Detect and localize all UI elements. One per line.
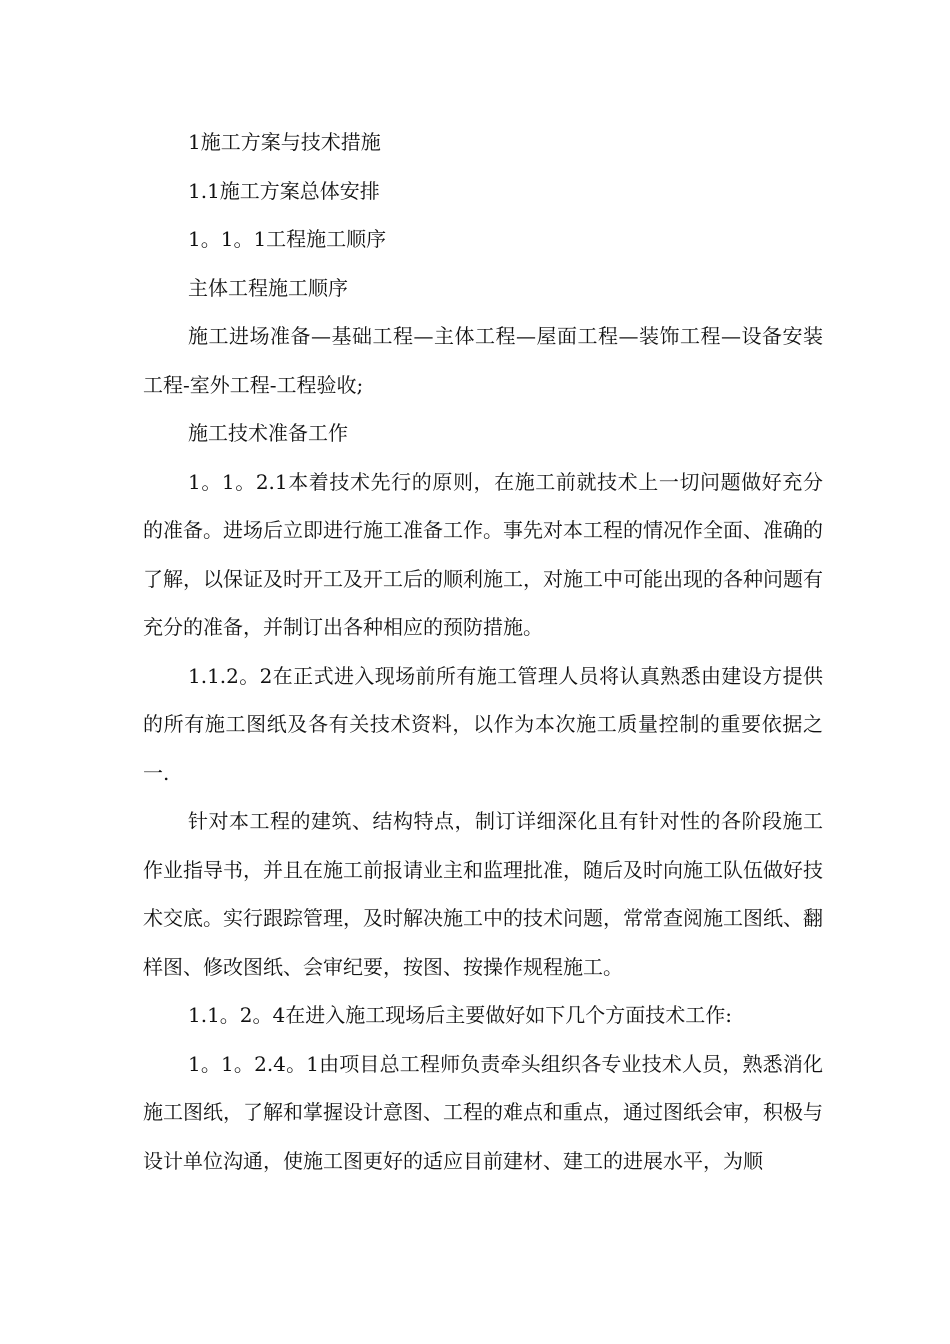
section-heading-1-1-1: 1。1。1工程施工顺序: [188, 227, 387, 251]
section-heading-1-1: 1.1施工方案总体安排: [188, 178, 380, 203]
section-heading-1: 1施工方案与技术措施: [188, 130, 381, 154]
paragraph-1-1-2-4-1: 1。1。2.4。1由项目总工程师负责牵头组织各专业技术人员，熟悉消化施工图纸，了解和掌握设计意图、工程的难点和重点，通过图纸会审，积极与设计单位沟通，使施工图更好的适应目前建材、建工的进展水平，为顺: [143, 1051, 823, 1173]
document-body: [143, 118, 823, 1185]
paragraph-guidance-books: 针对本工程的建筑、结构特点，制订详细深化且有针对性的各阶段施工作业指导书，并且在施工前报请业主和监理批准，随后及时向施工队伍做好技术交底。实行跟踪管理，及时解决施工中的技术问题，常常查阅施工图纸、翻样图、修改图纸、会审纪要，按图、按操作规程施工。: [143, 809, 823, 979]
paragraph-1-1-2-2: 1.1.2。2在正式进入现场前所有施工管理人员将认真熟悉由建设方提供的所有施工图纸及各有关技术资料，以作为本次施工质量控制的重要依据之一.: [143, 663, 823, 785]
paragraph-construction-sequence: 施工进场准备—基础工程—主体工程—屋面工程—装饰工程—设备安装工程-室外工程-工程验收;: [143, 324, 823, 397]
paragraph-1-1-2-1: 1。1。2.1本着技术先行的原则，在施工前就技术上一切问题做好充分的准备。进场后立即进行施工准备工作。事先对本工程的情况作全面、准确的了解，以保证及时开工及开工后的顺利施工，对施工中可能出现的各种问题有充分的准备，并制订出各种相应的预防措施。: [143, 469, 823, 639]
subheading-technical-preparation: 施工技术准备工作: [188, 421, 348, 445]
paragraph-1-1-2-4: 1.1。2。4在进入施工现场后主要做好如下几个方面技术工作:: [188, 1003, 732, 1027]
subheading-main-order: 主体工程施工顺序: [188, 275, 348, 300]
